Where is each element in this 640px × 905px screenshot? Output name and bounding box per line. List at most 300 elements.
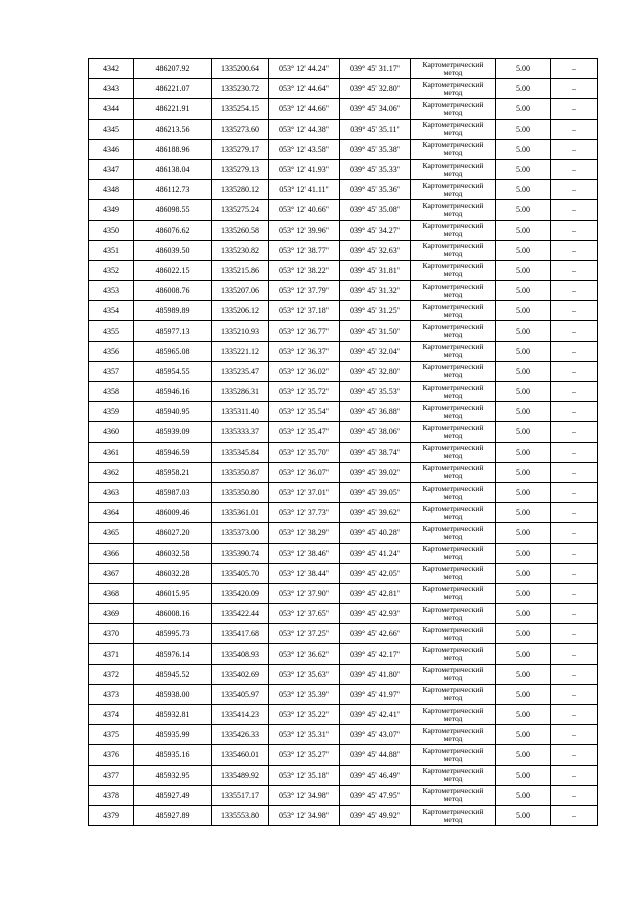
x-coordinate-cell: 486221.07 bbox=[134, 79, 212, 99]
point-number-cell: 4356 bbox=[89, 341, 134, 361]
table-row bbox=[89, 402, 598, 422]
longitude-cell: 039° 45' 41.97" bbox=[340, 684, 411, 704]
y-coordinate-cell: 1335275.24 bbox=[212, 200, 269, 220]
point-number-cell: 4365 bbox=[89, 523, 134, 543]
longitude-cell: 039° 45' 34.06" bbox=[340, 99, 411, 119]
y-coordinate-cell: 1335235.47 bbox=[212, 361, 269, 381]
y-coordinate-cell: 1335553.80 bbox=[212, 805, 269, 825]
point-number-cell: 4373 bbox=[89, 684, 134, 704]
point-number-cell: 4371 bbox=[89, 644, 134, 664]
x-coordinate-cell: 486008.76 bbox=[134, 281, 212, 301]
method-line-2: метод bbox=[443, 612, 463, 622]
table-row bbox=[89, 422, 598, 442]
table-row bbox=[89, 725, 598, 745]
method-line-2: метод bbox=[443, 249, 463, 259]
point-number-cell: 4372 bbox=[89, 664, 134, 684]
latitude-cell: 053° 12' 43.58" bbox=[269, 139, 340, 159]
note-cell: – bbox=[551, 402, 598, 422]
latitude-cell: 053° 12' 34.98" bbox=[269, 805, 340, 825]
table-row bbox=[89, 442, 598, 462]
method-cell bbox=[411, 119, 496, 139]
point-number-cell: 4343 bbox=[89, 79, 134, 99]
point-number-cell: 4360 bbox=[89, 422, 134, 442]
method-cell bbox=[411, 281, 496, 301]
x-coordinate-cell: 485976.14 bbox=[134, 644, 212, 664]
y-coordinate-cell: 1335420.09 bbox=[212, 583, 269, 603]
note-cell: – bbox=[551, 260, 598, 280]
longitude-cell: 039° 45' 42.05" bbox=[340, 563, 411, 583]
longitude-cell: 039° 45' 35.38" bbox=[340, 139, 411, 159]
x-coordinate-cell: 486032.28 bbox=[134, 563, 212, 583]
method-cell bbox=[411, 321, 496, 341]
table-row bbox=[89, 220, 598, 240]
point-number-cell: 4353 bbox=[89, 281, 134, 301]
latitude-cell: 053° 12' 35.47" bbox=[269, 422, 340, 442]
method-line-2: метод bbox=[443, 552, 463, 562]
note-cell: – bbox=[551, 341, 598, 361]
x-coordinate-cell: 485932.95 bbox=[134, 765, 212, 785]
longitude-cell: 039° 45' 32.04" bbox=[340, 341, 411, 361]
method-cell bbox=[411, 624, 496, 644]
latitude-cell: 053° 12' 36.77" bbox=[269, 321, 340, 341]
y-coordinate-cell: 1335408.93 bbox=[212, 644, 269, 664]
method-cell bbox=[411, 503, 496, 523]
table-row bbox=[89, 159, 598, 179]
method-line-2: метод bbox=[443, 471, 463, 481]
note-cell: – bbox=[551, 664, 598, 684]
table-row bbox=[89, 462, 598, 482]
point-number-cell: 4359 bbox=[89, 402, 134, 422]
method-cell bbox=[411, 785, 496, 805]
point-number-cell: 4363 bbox=[89, 482, 134, 502]
method-line-2: метод bbox=[443, 107, 463, 117]
longitude-cell: 039° 45' 31.32" bbox=[340, 281, 411, 301]
method-line-2: метод bbox=[443, 430, 463, 440]
note-cell: – bbox=[551, 503, 598, 523]
method-line-1: Картометрический bbox=[422, 584, 484, 594]
latitude-cell: 053° 12' 35.18" bbox=[269, 765, 340, 785]
method-line-1: Картометрический bbox=[422, 503, 484, 513]
accuracy-cell: 5.00 bbox=[496, 765, 551, 785]
accuracy-cell: 5.00 bbox=[496, 361, 551, 381]
accuracy-cell: 5.00 bbox=[496, 482, 551, 502]
longitude-cell: 039° 45' 35.53" bbox=[340, 382, 411, 402]
method-cell bbox=[411, 664, 496, 684]
method-line-1: Картометрический bbox=[422, 806, 484, 816]
y-coordinate-cell: 1335311.40 bbox=[212, 402, 269, 422]
accuracy-cell: 5.00 bbox=[496, 200, 551, 220]
latitude-cell: 053° 12' 38.29" bbox=[269, 523, 340, 543]
y-coordinate-cell: 1335350.87 bbox=[212, 462, 269, 482]
method-cell bbox=[411, 583, 496, 603]
table-body bbox=[89, 59, 598, 826]
accuracy-cell: 5.00 bbox=[496, 119, 551, 139]
longitude-cell: 039° 45' 42.93" bbox=[340, 604, 411, 624]
longitude-cell: 039° 45' 42.17" bbox=[340, 644, 411, 664]
table-row bbox=[89, 321, 598, 341]
method-cell bbox=[411, 462, 496, 482]
method-line-1: Картометрический bbox=[422, 443, 484, 453]
latitude-cell: 053° 12' 37.25" bbox=[269, 624, 340, 644]
note-cell: – bbox=[551, 281, 598, 301]
point-number-cell: 4366 bbox=[89, 543, 134, 563]
accuracy-cell: 5.00 bbox=[496, 442, 551, 462]
y-coordinate-cell: 1335254.15 bbox=[212, 99, 269, 119]
method-line-1: Картометрический bbox=[422, 99, 484, 109]
accuracy-cell: 5.00 bbox=[496, 543, 551, 563]
method-line-2: метод bbox=[443, 653, 463, 663]
method-line-2: метод bbox=[443, 774, 463, 784]
latitude-cell: 053° 12' 35.39" bbox=[269, 684, 340, 704]
method-line-1: Картометрический bbox=[422, 483, 484, 493]
note-cell: – bbox=[551, 805, 598, 825]
point-number-cell: 4348 bbox=[89, 180, 134, 200]
note-cell: – bbox=[551, 785, 598, 805]
y-coordinate-cell: 1335489.92 bbox=[212, 765, 269, 785]
method-line-1: Картометрический bbox=[422, 59, 484, 69]
x-coordinate-cell: 486138.04 bbox=[134, 159, 212, 179]
method-line-2: метод bbox=[443, 148, 463, 158]
method-line-1: Картометрический bbox=[422, 241, 484, 251]
x-coordinate-cell: 486008.16 bbox=[134, 604, 212, 624]
point-number-cell: 4378 bbox=[89, 785, 134, 805]
longitude-cell: 039° 45' 42.41" bbox=[340, 705, 411, 725]
x-coordinate-cell: 485946.59 bbox=[134, 442, 212, 462]
note-cell: – bbox=[551, 705, 598, 725]
note-cell: – bbox=[551, 725, 598, 745]
method-cell bbox=[411, 543, 496, 563]
coordinates-table bbox=[88, 58, 598, 826]
x-coordinate-cell: 486207.92 bbox=[134, 59, 212, 79]
longitude-cell: 039° 45' 46.49" bbox=[340, 765, 411, 785]
method-line-1: Картометрический bbox=[422, 221, 484, 231]
method-line-2: метод bbox=[443, 693, 463, 703]
accuracy-cell: 5.00 bbox=[496, 563, 551, 583]
y-coordinate-cell: 1335286.31 bbox=[212, 382, 269, 402]
method-line-2: метод bbox=[443, 592, 463, 602]
latitude-cell: 053° 12' 35.72" bbox=[269, 382, 340, 402]
method-line-2: метод bbox=[443, 410, 463, 420]
point-number-cell: 4350 bbox=[89, 220, 134, 240]
method-line-2: метод bbox=[443, 370, 463, 380]
table-row bbox=[89, 59, 598, 79]
y-coordinate-cell: 1335417.68 bbox=[212, 624, 269, 644]
latitude-cell: 053° 12' 37.18" bbox=[269, 301, 340, 321]
method-cell bbox=[411, 139, 496, 159]
longitude-cell: 039° 45' 32.80" bbox=[340, 361, 411, 381]
x-coordinate-cell: 485989.89 bbox=[134, 301, 212, 321]
latitude-cell: 053° 12' 38.46" bbox=[269, 543, 340, 563]
method-line-2: метод bbox=[443, 572, 463, 582]
method-line-1: Картометрический bbox=[422, 463, 484, 473]
latitude-cell: 053° 12' 44.38" bbox=[269, 119, 340, 139]
x-coordinate-cell: 485954.55 bbox=[134, 361, 212, 381]
y-coordinate-cell: 1335361.01 bbox=[212, 503, 269, 523]
table-row bbox=[89, 765, 598, 785]
point-number-cell: 4344 bbox=[89, 99, 134, 119]
point-number-cell: 4355 bbox=[89, 321, 134, 341]
table-row bbox=[89, 482, 598, 502]
method-line-1: Картометрический bbox=[422, 120, 484, 130]
method-line-2: метод bbox=[443, 289, 463, 299]
x-coordinate-cell: 486188.96 bbox=[134, 139, 212, 159]
method-line-1: Картометрический bbox=[422, 281, 484, 291]
table-row bbox=[89, 139, 598, 159]
y-coordinate-cell: 1335426.33 bbox=[212, 725, 269, 745]
y-coordinate-cell: 1335373.00 bbox=[212, 523, 269, 543]
latitude-cell: 053° 12' 37.90" bbox=[269, 583, 340, 603]
method-line-1: Картометрический bbox=[422, 786, 484, 796]
point-number-cell: 4349 bbox=[89, 200, 134, 220]
method-line-2: метод bbox=[443, 67, 463, 77]
x-coordinate-cell: 486112.73 bbox=[134, 180, 212, 200]
note-cell: – bbox=[551, 462, 598, 482]
method-cell bbox=[411, 563, 496, 583]
accuracy-cell: 5.00 bbox=[496, 139, 551, 159]
note-cell: – bbox=[551, 119, 598, 139]
longitude-cell: 039° 45' 49.92" bbox=[340, 805, 411, 825]
longitude-cell: 039° 45' 42.81" bbox=[340, 583, 411, 603]
table-row bbox=[89, 624, 598, 644]
x-coordinate-cell: 485938.00 bbox=[134, 684, 212, 704]
longitude-cell: 039° 45' 47.95" bbox=[340, 785, 411, 805]
accuracy-cell: 5.00 bbox=[496, 79, 551, 99]
longitude-cell: 039° 45' 34.27" bbox=[340, 220, 411, 240]
accuracy-cell: 5.00 bbox=[496, 281, 551, 301]
method-line-2: метод bbox=[443, 168, 463, 178]
method-line-2: метод bbox=[443, 350, 463, 360]
method-line-1: Картометрический bbox=[422, 523, 484, 533]
longitude-cell: 039° 45' 41.80" bbox=[340, 664, 411, 684]
accuracy-cell: 5.00 bbox=[496, 705, 551, 725]
x-coordinate-cell: 485935.16 bbox=[134, 745, 212, 765]
y-coordinate-cell: 1335230.72 bbox=[212, 79, 269, 99]
accuracy-cell: 5.00 bbox=[496, 745, 551, 765]
point-number-cell: 4342 bbox=[89, 59, 134, 79]
method-line-2: метод bbox=[443, 87, 463, 97]
accuracy-cell: 5.00 bbox=[496, 644, 551, 664]
table-row bbox=[89, 523, 598, 543]
latitude-cell: 053° 12' 35.27" bbox=[269, 745, 340, 765]
y-coordinate-cell: 1335333.37 bbox=[212, 422, 269, 442]
y-coordinate-cell: 1335350.80 bbox=[212, 482, 269, 502]
method-cell bbox=[411, 442, 496, 462]
y-coordinate-cell: 1335200.64 bbox=[212, 59, 269, 79]
note-cell: – bbox=[551, 59, 598, 79]
table-row bbox=[89, 664, 598, 684]
table-row bbox=[89, 301, 598, 321]
method-line-2: метод bbox=[443, 511, 463, 521]
note-cell: – bbox=[551, 563, 598, 583]
y-coordinate-cell: 1335279.13 bbox=[212, 159, 269, 179]
method-cell bbox=[411, 180, 496, 200]
point-number-cell: 4357 bbox=[89, 361, 134, 381]
point-number-cell: 4368 bbox=[89, 583, 134, 603]
table-row bbox=[89, 563, 598, 583]
method-line-2: метод bbox=[443, 753, 463, 763]
method-cell bbox=[411, 361, 496, 381]
accuracy-cell: 5.00 bbox=[496, 725, 551, 745]
y-coordinate-cell: 1335402.69 bbox=[212, 664, 269, 684]
longitude-cell: 039° 45' 36.88" bbox=[340, 402, 411, 422]
table-row bbox=[89, 99, 598, 119]
accuracy-cell: 5.00 bbox=[496, 785, 551, 805]
accuracy-cell: 5.00 bbox=[496, 180, 551, 200]
method-line-1: Картометрический bbox=[422, 766, 484, 776]
method-cell bbox=[411, 604, 496, 624]
note-cell: – bbox=[551, 200, 598, 220]
method-line-1: Картометрический bbox=[422, 645, 484, 655]
table-row bbox=[89, 361, 598, 381]
method-line-1: Картометрический bbox=[422, 261, 484, 271]
x-coordinate-cell: 485945.52 bbox=[134, 664, 212, 684]
accuracy-cell: 5.00 bbox=[496, 321, 551, 341]
x-coordinate-cell: 485927.89 bbox=[134, 805, 212, 825]
longitude-cell: 039° 45' 40.28" bbox=[340, 523, 411, 543]
accuracy-cell: 5.00 bbox=[496, 260, 551, 280]
point-number-cell: 4370 bbox=[89, 624, 134, 644]
longitude-cell: 039° 45' 42.66" bbox=[340, 624, 411, 644]
table-row bbox=[89, 644, 598, 664]
method-line-1: Картометрический bbox=[422, 422, 484, 432]
latitude-cell: 053° 12' 40.66" bbox=[269, 200, 340, 220]
table-row bbox=[89, 604, 598, 624]
accuracy-cell: 5.00 bbox=[496, 59, 551, 79]
method-line-2: метод bbox=[443, 713, 463, 723]
x-coordinate-cell: 486027.20 bbox=[134, 523, 212, 543]
point-number-cell: 4358 bbox=[89, 382, 134, 402]
method-cell bbox=[411, 341, 496, 361]
table-row bbox=[89, 260, 598, 280]
accuracy-cell: 5.00 bbox=[496, 664, 551, 684]
x-coordinate-cell: 486039.50 bbox=[134, 240, 212, 260]
note-cell: – bbox=[551, 321, 598, 341]
note-cell: – bbox=[551, 159, 598, 179]
method-cell bbox=[411, 725, 496, 745]
accuracy-cell: 5.00 bbox=[496, 240, 551, 260]
y-coordinate-cell: 1335422.44 bbox=[212, 604, 269, 624]
note-cell: – bbox=[551, 745, 598, 765]
note-cell: – bbox=[551, 604, 598, 624]
point-number-cell: 4369 bbox=[89, 604, 134, 624]
method-cell bbox=[411, 159, 496, 179]
latitude-cell: 053° 12' 41.93" bbox=[269, 159, 340, 179]
accuracy-cell: 5.00 bbox=[496, 402, 551, 422]
y-coordinate-cell: 1335210.93 bbox=[212, 321, 269, 341]
longitude-cell: 039° 45' 35.11" bbox=[340, 119, 411, 139]
x-coordinate-cell: 486221.91 bbox=[134, 99, 212, 119]
method-line-1: Картометрический bbox=[422, 180, 484, 190]
method-cell bbox=[411, 684, 496, 704]
accuracy-cell: 5.00 bbox=[496, 805, 551, 825]
method-cell bbox=[411, 745, 496, 765]
point-number-cell: 4347 bbox=[89, 159, 134, 179]
note-cell: – bbox=[551, 180, 598, 200]
accuracy-cell: 5.00 bbox=[496, 503, 551, 523]
method-line-1: Картометрический bbox=[422, 362, 484, 372]
longitude-cell: 039° 45' 38.06" bbox=[340, 422, 411, 442]
method-cell bbox=[411, 382, 496, 402]
x-coordinate-cell: 485932.81 bbox=[134, 705, 212, 725]
y-coordinate-cell: 1335460.01 bbox=[212, 745, 269, 765]
accuracy-cell: 5.00 bbox=[496, 462, 551, 482]
latitude-cell: 053° 12' 35.22" bbox=[269, 705, 340, 725]
y-coordinate-cell: 1335273.60 bbox=[212, 119, 269, 139]
longitude-cell: 039° 45' 31.81" bbox=[340, 260, 411, 280]
method-line-2: метод bbox=[443, 531, 463, 541]
method-line-1: Картометрический bbox=[422, 725, 484, 735]
table-row bbox=[89, 543, 598, 563]
accuracy-cell: 5.00 bbox=[496, 220, 551, 240]
note-cell: – bbox=[551, 583, 598, 603]
latitude-cell: 053° 12' 38.22" bbox=[269, 260, 340, 280]
method-line-2: метод bbox=[443, 330, 463, 340]
x-coordinate-cell: 486015.95 bbox=[134, 583, 212, 603]
latitude-cell: 053° 12' 44.66" bbox=[269, 99, 340, 119]
point-number-cell: 4361 bbox=[89, 442, 134, 462]
method-line-2: метод bbox=[443, 673, 463, 683]
x-coordinate-cell: 485927.49 bbox=[134, 785, 212, 805]
longitude-cell: 039° 45' 39.62" bbox=[340, 503, 411, 523]
method-cell bbox=[411, 482, 496, 502]
method-cell bbox=[411, 422, 496, 442]
point-number-cell: 4379 bbox=[89, 805, 134, 825]
latitude-cell: 053° 12' 38.44" bbox=[269, 563, 340, 583]
method-line-1: Картометрический bbox=[422, 564, 484, 574]
method-line-1: Картометрический bbox=[422, 685, 484, 695]
longitude-cell: 039° 45' 32.63" bbox=[340, 240, 411, 260]
method-cell bbox=[411, 765, 496, 785]
accuracy-cell: 5.00 bbox=[496, 301, 551, 321]
y-coordinate-cell: 1335221.12 bbox=[212, 341, 269, 361]
table-row bbox=[89, 281, 598, 301]
note-cell: – bbox=[551, 99, 598, 119]
x-coordinate-cell: 486009.46 bbox=[134, 503, 212, 523]
accuracy-cell: 5.00 bbox=[496, 604, 551, 624]
latitude-cell: 053° 12' 38.77" bbox=[269, 240, 340, 260]
longitude-cell: 039° 45' 43.07" bbox=[340, 725, 411, 745]
table-row bbox=[89, 745, 598, 765]
x-coordinate-cell: 486032.58 bbox=[134, 543, 212, 563]
latitude-cell: 053° 12' 37.65" bbox=[269, 604, 340, 624]
latitude-cell: 053° 12' 37.01" bbox=[269, 482, 340, 502]
x-coordinate-cell: 485946.16 bbox=[134, 382, 212, 402]
y-coordinate-cell: 1335207.06 bbox=[212, 281, 269, 301]
x-coordinate-cell: 485987.03 bbox=[134, 482, 212, 502]
accuracy-cell: 5.00 bbox=[496, 684, 551, 704]
method-cell bbox=[411, 200, 496, 220]
latitude-cell: 053° 12' 39.96" bbox=[269, 220, 340, 240]
method-line-1: Картометрический bbox=[422, 745, 484, 755]
point-number-cell: 4364 bbox=[89, 503, 134, 523]
point-number-cell: 4362 bbox=[89, 462, 134, 482]
x-coordinate-cell: 486213.56 bbox=[134, 119, 212, 139]
note-cell: – bbox=[551, 482, 598, 502]
note-cell: – bbox=[551, 624, 598, 644]
longitude-cell: 039° 45' 32.80" bbox=[340, 79, 411, 99]
method-line-1: Картометрический bbox=[422, 301, 484, 311]
x-coordinate-cell: 485939.09 bbox=[134, 422, 212, 442]
method-line-2: метод bbox=[443, 491, 463, 501]
note-cell: – bbox=[551, 79, 598, 99]
note-cell: – bbox=[551, 139, 598, 159]
table-row bbox=[89, 180, 598, 200]
point-number-cell: 4351 bbox=[89, 240, 134, 260]
note-cell: – bbox=[551, 684, 598, 704]
point-number-cell: 4367 bbox=[89, 563, 134, 583]
note-cell: – bbox=[551, 220, 598, 240]
latitude-cell: 053° 12' 35.63" bbox=[269, 664, 340, 684]
